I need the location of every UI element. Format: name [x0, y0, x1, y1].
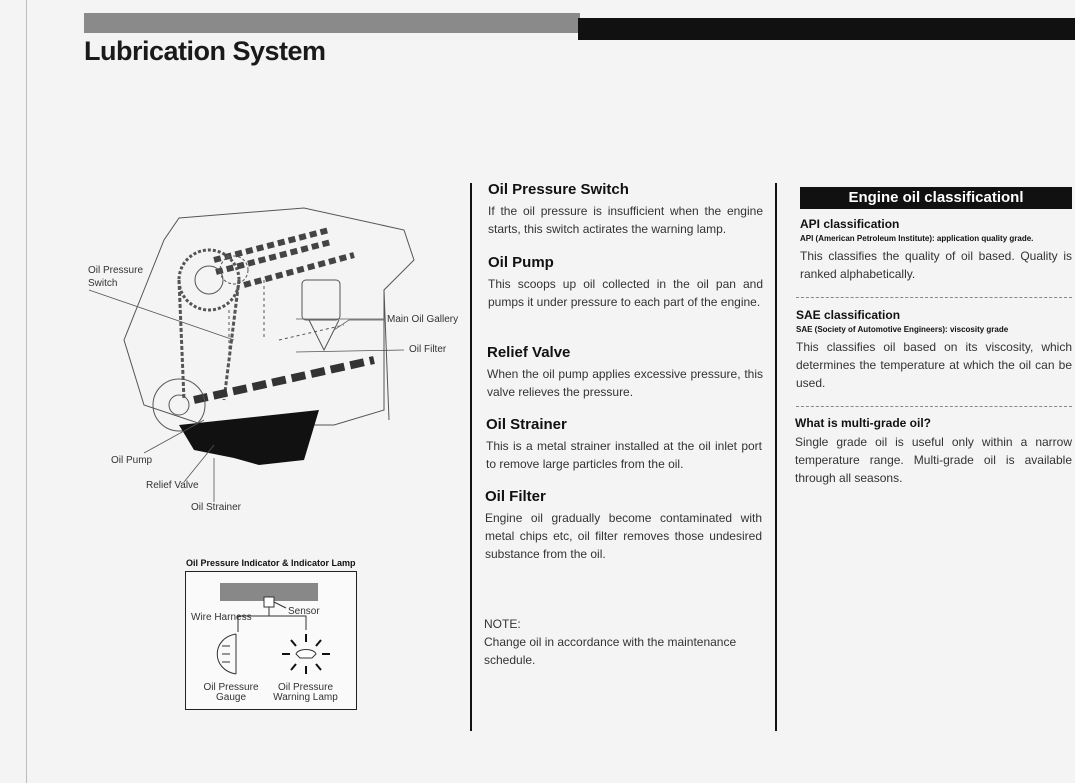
note-block — [484, 615, 762, 669]
multigrade-section — [795, 416, 1072, 487]
classification-header: Engine oil classificationl — [800, 187, 1072, 209]
page-title: Lubrication System — [84, 36, 326, 66]
lamp-label-1: Oil Pressure — [277, 682, 333, 693]
section-title: Oil Strainer — [486, 416, 567, 433]
sae-title: SAE classification — [796, 308, 901, 322]
section-oil-pressure-switch — [488, 181, 763, 238]
label-oil-filter: Oil Filter — [409, 344, 447, 355]
header-bar-black — [578, 18, 1075, 40]
label-oil-pressure-switch-2: Switch — [88, 278, 118, 289]
column-divider-1 — [470, 183, 472, 731]
section-title: Oil Pump — [488, 254, 554, 271]
api-subtitle: API (American Petroleum Institute): application quality grade. — [800, 234, 1034, 243]
multigrade-title: What is multi-grade oil? — [795, 416, 932, 430]
section-text: When the oil pump applies excessive pressure, this valve relieves the pressure. — [487, 367, 763, 399]
section-relief-valve — [487, 344, 763, 401]
section-title: Oil Filter — [485, 488, 546, 505]
note-label: NOTE: — [484, 617, 521, 631]
section-oil-strainer — [486, 416, 762, 473]
section-text: If the oil pressure is insufficient when the engine starts, this switch actirates the warning lamp. — [488, 204, 763, 236]
section-title: Relief Valve — [487, 344, 571, 361]
label-oil-pump: Oil Pump — [111, 455, 153, 466]
api-section — [800, 217, 1072, 283]
lamp-label-2: Warning Lamp — [273, 692, 338, 703]
header-bar-gray — [84, 13, 580, 33]
sensor-label: Sensor — [288, 606, 320, 617]
column-divider-2 — [775, 183, 777, 731]
gauge-label-1: Oil Pressure — [203, 682, 259, 693]
label-main-oil-gallery: Main Oil Gallery — [387, 314, 459, 325]
divider-dashed-1 — [796, 297, 1072, 298]
api-text: This classifies the quality of oil based. Quality is ranked alphabetically. — [800, 249, 1072, 281]
section-oil-filter — [485, 488, 762, 563]
label-relief-valve: Relief Valve — [146, 480, 199, 491]
sae-section — [796, 308, 1072, 392]
gauge-label-2: Gauge — [215, 692, 247, 703]
sae-subtitle: SAE (Society of Automotive Engineers): viscosity grade — [796, 325, 1009, 334]
sae-text: This classifies oil based on its viscosity, which determines the temperature at which the oil can be used. — [796, 340, 1072, 390]
multigrade-text: Single grade oil is useful only within a narrow temperature range. Multi-grade oil is available through all seasons. — [795, 435, 1072, 485]
label-oil-strainer: Oil Strainer — [191, 502, 242, 513]
label-oil-pressure-switch-1: Oil Pressure — [88, 265, 144, 276]
wire-harness-label: Wire Harness — [191, 612, 252, 623]
indicator-panel-title: Oil Pressure Indicator & Indicator Lamp — [186, 558, 356, 568]
api-title: API classification — [800, 217, 900, 231]
page-edge — [26, 0, 27, 783]
section-oil-pump — [488, 254, 763, 311]
divider-dashed-2 — [796, 406, 1072, 407]
indicator-panel — [185, 571, 357, 710]
note-text: Change oil in accordance with the maintenance schedule. — [484, 635, 737, 667]
section-title: Oil Pressure Switch — [488, 181, 629, 198]
section-text: This scoops up oil collected in the oil pan and pumps it under pressure to each part of the engine. — [488, 277, 763, 309]
engine-diagram — [84, 200, 464, 530]
section-text: Engine oil gradually become contaminated with metal chips etc, oil filter removes those undesired substance from the oil. — [485, 511, 762, 561]
section-text: This is a metal strainer installed at the oil inlet port to remove large particles from the oil. — [486, 439, 762, 471]
